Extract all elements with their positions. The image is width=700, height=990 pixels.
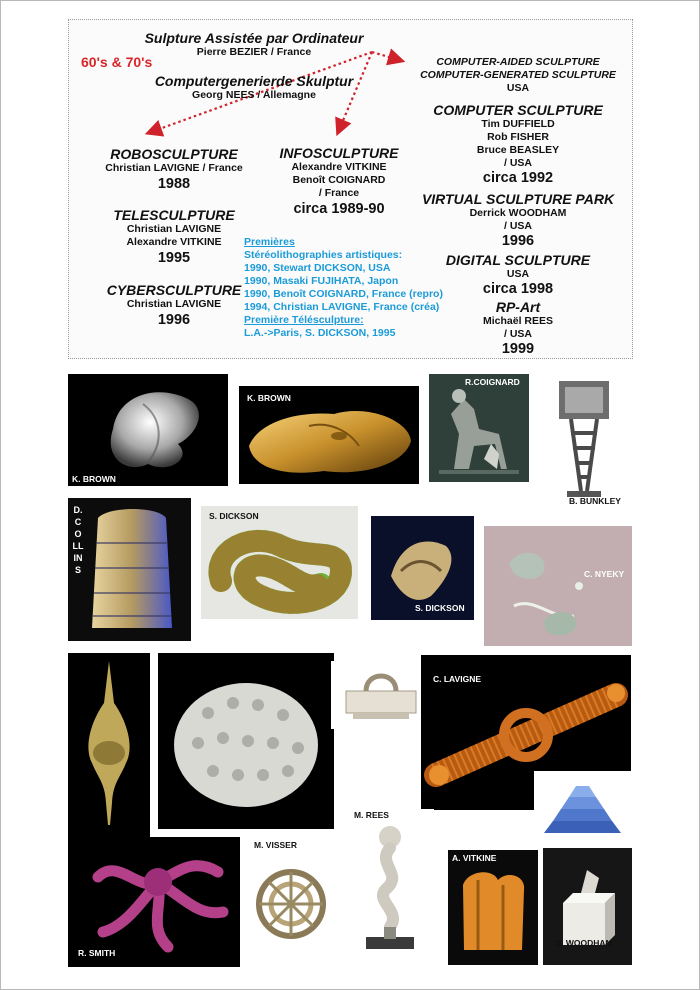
notes-line: 1990, Stewart DICKSON, USA [244,262,391,275]
robosculpture-year: 1988 [157,176,191,192]
photo-caption-vertical: D. COLLINS [72,505,84,575]
stepped-pyramid-icon [534,771,631,840]
rp-art-year: 1999 [501,341,535,357]
computer-sculpture-country: / USA [503,157,532,169]
notes-line: 1994, Christian LAVIGNE, France (créa) [244,301,440,314]
notes-line: Stéréolithographies artistiques: [244,249,403,262]
digital-sculpture-title: DIGITAL SCULPTURE [445,252,591,268]
computer-aided-title: COMPUTER-AIDED SCULPTURE [436,56,600,68]
rp-art-title: RP-Art [495,299,541,315]
virtual-park-title: VIRTUAL SCULPTURE PARK [421,191,615,207]
cybersculpture-year: 1996 [157,312,191,328]
photo-k-brown-1 [68,374,228,486]
photo-s-dickson-1 [201,506,358,619]
photo-m-rees [346,809,434,961]
rp-art-country: / USA [503,328,532,340]
timeline-diagram [68,19,633,359]
robosculpture-title: ROBOSCULPTURE [110,146,238,162]
computer-sculpture-author-1: Tim DUFFIELD [481,118,555,130]
photo-caption: A. VITKINE [452,853,497,863]
photo-r-coignard [429,374,529,482]
photo-caption: R.COIGNARD [465,377,520,387]
photo-k-brown-2 [239,386,419,484]
photo-caption: B. BUNKLEY [569,495,621,506]
transparent-device-icon [331,661,431,729]
photo-caption: R. SMITH [78,947,116,958]
infosculpture-title: INFOSCULPTURE [279,145,399,161]
photo-clear-resin-object [331,661,431,729]
stacked-head-sculpture-icon [68,498,191,641]
fr-origin-author: Pierre BEZIER / France [196,46,312,58]
centaur-sculpture-icon [429,374,529,482]
photo-c-nyeky [484,526,632,646]
notes-line: 1990, Benoît COIGNARD, France (repro) [244,288,443,301]
infosculpture-author-1: Alexandre VITKINE [291,161,387,173]
computer-sculpture-author-2: Rob FISHER [487,131,549,143]
photo-blue-ziggurat [534,771,631,840]
green-knot-sculpture-icon [201,506,358,619]
photo-a-vitkine [448,850,538,965]
photo-caption: M. REES [354,810,389,820]
virtual-park-country: / USA [503,220,532,232]
infosculpture-author-2: Benoît COIGNARD [292,174,386,186]
era-label: 60's & 70's [81,54,153,70]
virtual-park-author: Derrick WOODHAM [469,207,567,219]
photo-r-smith [68,837,240,967]
bone-column-sculpture-icon [346,809,434,961]
twisted-white-sculpture-icon [68,374,228,486]
photo-m-visser [251,839,331,959]
photo-caption: C. LAVIGNE [433,674,482,684]
photo-b-bunkley [541,373,631,508]
bulb-spire-sculpture-icon [68,653,150,837]
digital-sculpture-year: circa 1998 [482,281,554,297]
computer-sculpture-year: circa 1992 [482,170,554,186]
photo-r-smith-spire [68,653,150,837]
cybersculpture-author: Christian LAVIGNE [126,298,222,310]
cybersculpture-title: CYBERSCULPTURE [106,282,242,298]
orange-block-sculpture-icon [448,850,538,965]
photo-d-collins [68,498,191,641]
floating-forms-sculpture-icon [484,526,632,646]
telesculpture-year: 1995 [157,250,191,266]
notes-line: L.A.->Paris, S. DICKSON, 1995 [244,327,396,340]
photo-caption: K. BROWN [247,393,291,403]
digital-sculpture-country: USA [506,268,530,280]
telesculpture-title: TELESCULPTURE [113,207,235,223]
photo-caption: S. DICKSON [415,602,465,613]
notes-line: 1990, Masaki FUJIHATA, Japon [244,275,399,288]
fr-origin-title: Sulpture Assistée par Ordinateur [144,30,364,46]
photo-white-modular-sculpture [158,653,334,829]
white-cellular-sculpture-icon [158,653,334,829]
computer-generated-title: COMPUTER-GENERATED SCULPTURE [420,69,616,81]
photo-caption: K. BROWN [72,473,116,484]
computer-sculpture-author-3: Bruce BEASLEY [476,144,560,156]
notes-line: Première Télésculpture: [244,314,364,327]
rp-art-author: Michaël REES [482,315,554,327]
de-origin-author: Georg NEES / Allemagne [192,89,316,101]
virtual-park-year: 1996 [501,233,535,249]
notes-line: Premières [244,236,295,248]
de-origin-title: Computergenerierde Skulptur [154,73,354,89]
photo-caption: S. DICKSON [209,511,259,521]
infosculpture-year: circa 1989-90 [293,201,385,217]
telesculpture-author-1: Christian LAVIGNE [126,223,222,235]
telesculpture-author-2: Alexandre VITKINE [126,236,222,248]
photo-caption: C. NYEKY [584,569,625,579]
photo-caption: M. VISSER [254,840,297,850]
computer-aided-country: USA [506,82,530,94]
ring-wheel-sculpture-icon [251,839,331,959]
infosculpture-country: / France [318,187,360,199]
photo-s-dickson-2 [371,516,474,620]
robosculpture-author: Christian LAVIGNE / France [105,162,243,174]
photo-caption: D. WOODHAM [555,937,613,948]
computer-sculpture-title: COMPUTER SCULPTURE [433,102,603,118]
lattice-tower-sculpture-icon [541,373,631,508]
photo-d-woodham [543,848,632,965]
